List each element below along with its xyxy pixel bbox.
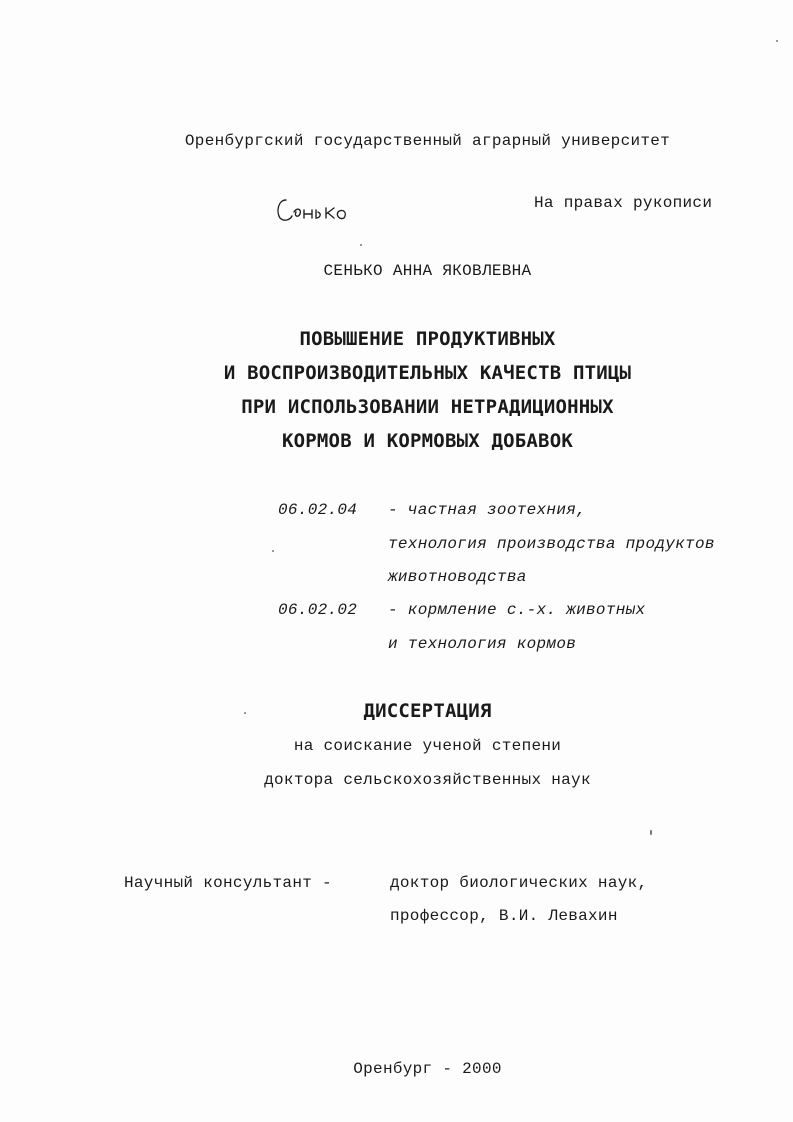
title-line: ПОВЫШЕНИЕ ПРОДУКТИВНЫХ [299,328,556,350]
specialty-description: технология производства продуктов [388,535,715,553]
university-name: Оренбургский государственный аграрный университет [184,132,671,150]
scan-speck [776,40,778,42]
dissertation-heading: ДИССЕРТАЦИЯ [363,700,492,722]
title-line: КОРМОВ И КОРМОВЫХ ДОБАВОК [282,430,573,452]
title-line: ПРИ ИСПОЛЬЗОВАНИИ НЕТРАДИЦИОННЫХ [241,396,614,418]
specialty-code: 06.02.04 [278,501,358,519]
degree-line: доктора сельскохозяйственных наук [264,771,591,789]
scan-speck [650,830,652,835]
specialty-description: животноводства [388,568,527,586]
scan-speck [360,244,362,246]
scan-speck [244,712,246,714]
author-signature [272,190,352,230]
city-year: Оренбург - 2000 [353,1060,502,1078]
consultant-label: Научный консультант - [124,874,332,892]
consultant-degree: доктор биологических наук, [390,874,648,892]
degree-line: на соискание ученой степени [293,737,562,755]
specialty-description: - частная зоотехния, [388,501,587,519]
specialty-description: - кормление с.-х. животных [388,601,646,619]
title-line: И ВОСПРОИЗВОДИТЕЛЬНЫХ КАЧЕСТВ ПТИЦЫ [223,362,632,384]
author-name: СЕНЬКО АННА ЯКОВЛЕВНА [323,262,532,280]
scan-speck [272,550,274,552]
specialty-code: 06.02.02 [278,601,358,619]
specialty-description: и технология кормов [388,635,577,653]
manuscript-note: На правах рукописи [534,194,713,212]
consultant-name: профессор, В.И. Левахин [390,907,618,925]
